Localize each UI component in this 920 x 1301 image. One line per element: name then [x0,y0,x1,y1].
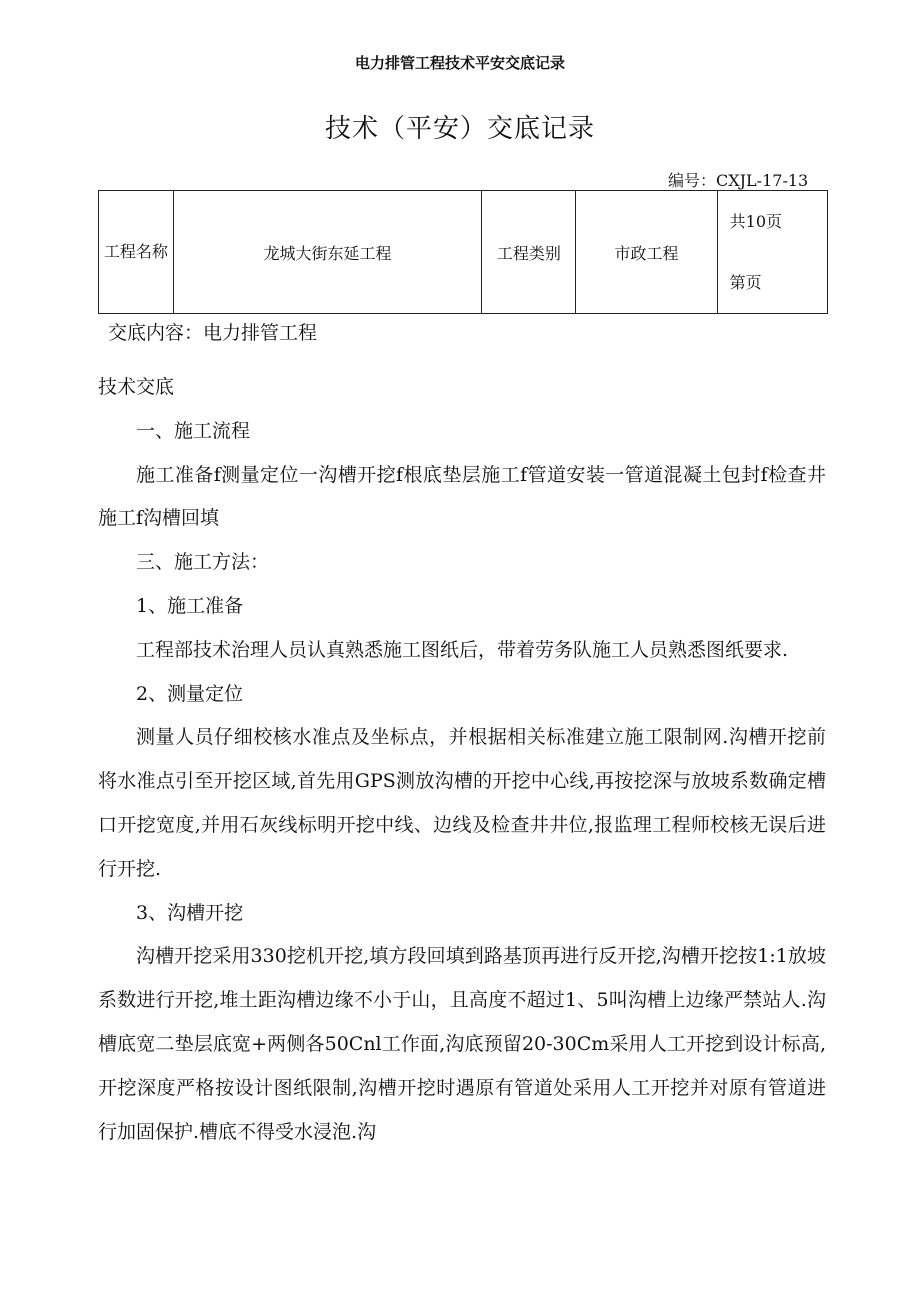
section-title: 技术交底 [98,376,175,398]
document-number: 编号：CXJL-17-13 [668,171,809,190]
paragraph-trench-excavation: 沟槽开挖采用330挖机开挖,填方段回填到路基顶再进行反开挖,沟槽开挖按1:1放坡系数进行开挖,堆土距沟槽边缘不小于山，且高度不超过1、5叫沟槽上边缘严禁站人.沟槽底宽二垫层底宽+两侧各50Cnl工作面,沟底预留20-30Cm采用人工开挖到设计标高,开挖深度严格按设计图纸限制,沟槽开挖时遇原有管道处采用人工开挖并对原有管道进行加固保护.槽底不得受水浸泡.沟 [98,945,826,1143]
paragraph-preparation: 工程部技术治理人员认真熟悉施工图纸后，带着劳务队施工人员熟悉图纸要求. [136,638,789,661]
subheading-preparation: 1、施工准备 [136,594,244,617]
page-number-label: 第页 [729,273,762,292]
total-pages: 共10页 [729,212,783,231]
project-name-value: 龙城大街东延工程 [173,191,481,314]
body-text [98,366,826,1154]
document-title: 技术（平安）交底记录 [324,114,595,144]
content-label: 交底内容：电力排管工程 [108,322,318,344]
project-info-table [98,190,828,314]
heading-construction-method: 三、施工方法： [136,551,270,574]
heading-construction-flow: 一、施工流程 [136,419,251,442]
page-count-cell [717,191,827,314]
project-category-value: 市政工程 [576,191,717,314]
project-category-label: 工程类别 [482,191,576,314]
paragraph-survey: 测量人员仔细校核水准点及坐标点，并根据相关标准建立施工限制网.沟槽开挖前将水准点引至开挖区域,首先用GPS测放沟槽的开挖中心线,再按挖深与放坡系数确定槽口开挖宽度,并用石灰线标明开挖中线、边线及检查井井位,报监理工程师校核无误后进行开挖. [98,726,826,880]
project-name-label: 工程名称 [99,191,174,314]
running-header: 电力排管工程技术平安交底记录 [354,54,565,72]
subheading-trench-excavation: 3、沟槽开挖 [136,901,244,924]
subheading-survey: 2、测量定位 [136,682,244,705]
paragraph-construction-flow: 施工准备f测量定位一沟槽开挖f根底垫层施工f管道安装一管道混凝土包封f检查井施工f沟槽回填 [98,463,826,530]
